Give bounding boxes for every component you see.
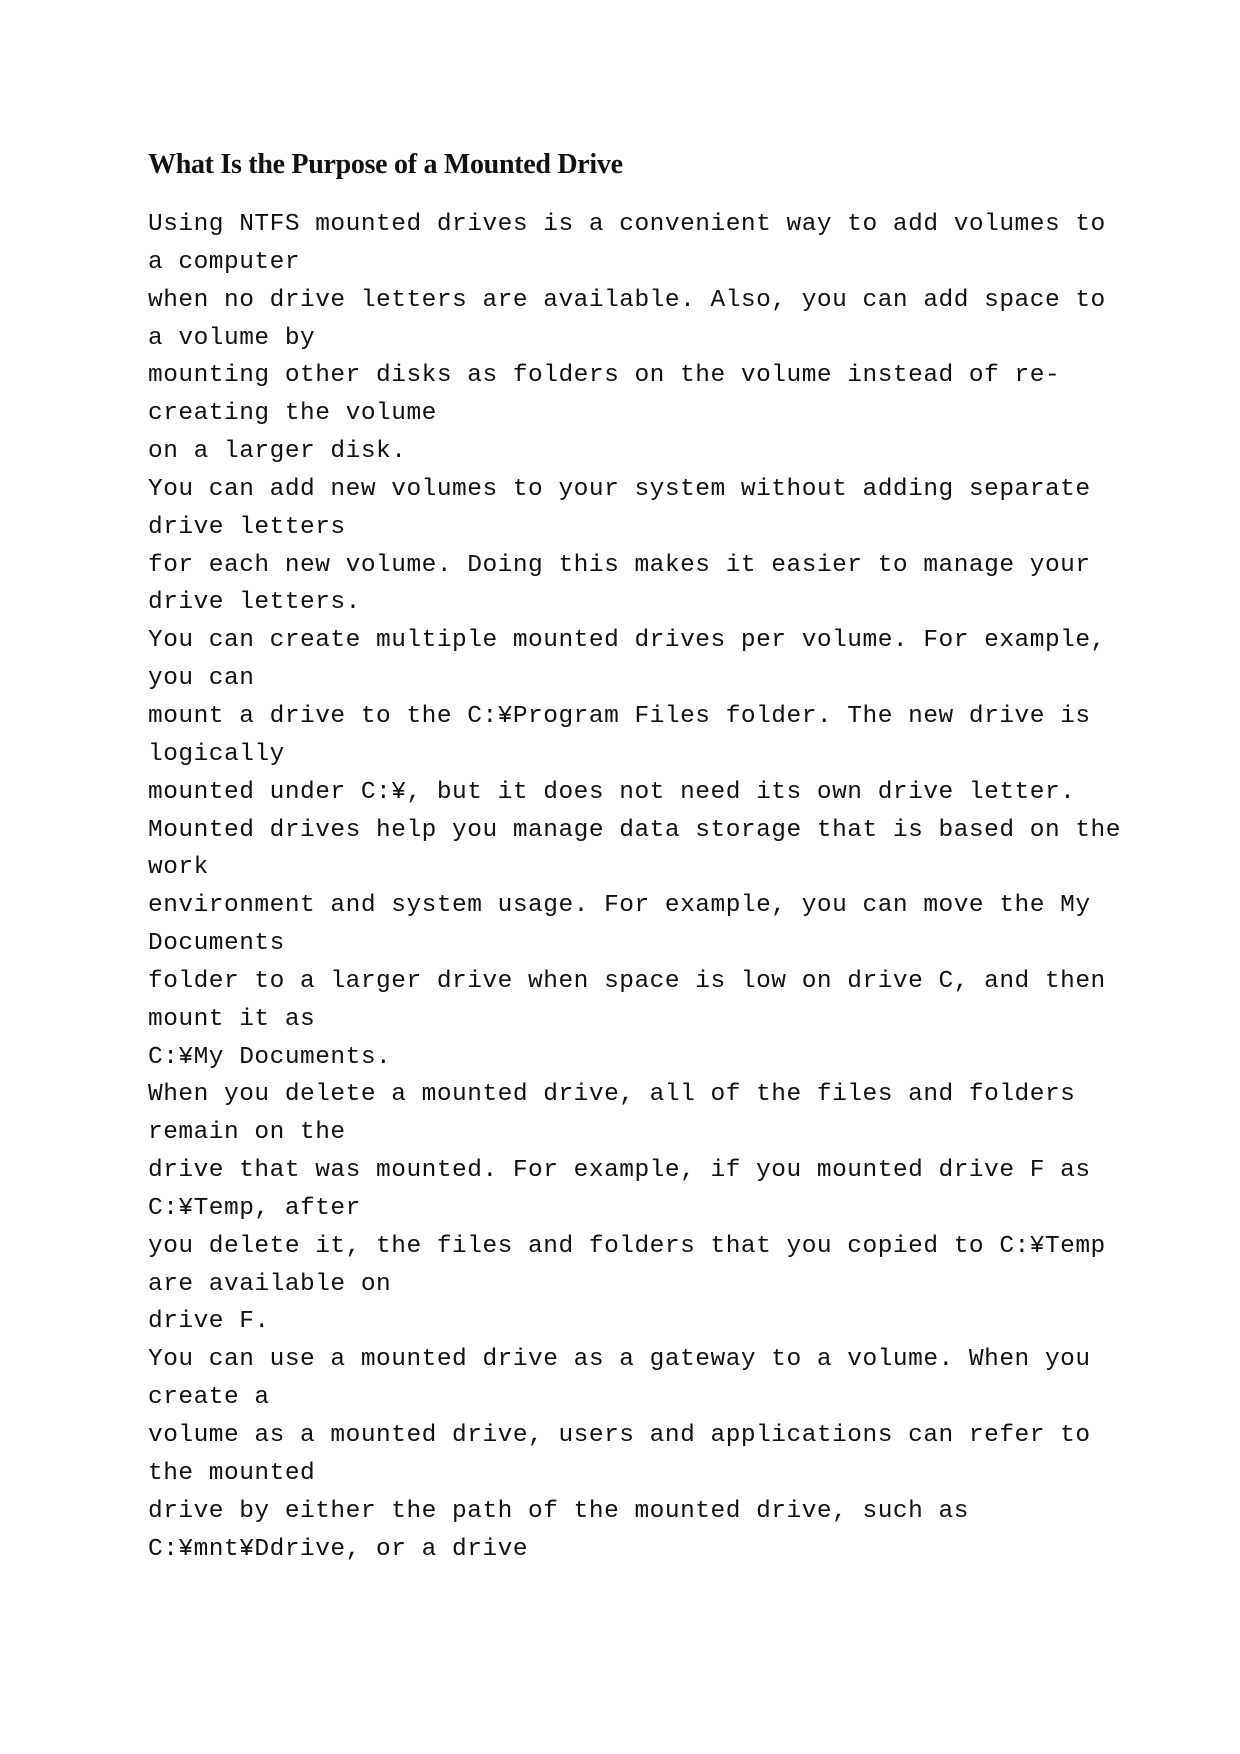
text-line: Mounted drives help you manage data storage that is based on the [148,816,1121,844]
text-line: the mounted [148,1459,316,1487]
text-line: on a larger disk. [148,438,407,466]
document-title: What Is the Purpose of a Mounted Drive [148,149,623,180]
text-line: You can use a mounted drive as a gateway to a volume. When you [148,1346,1091,1374]
text-line: remain on the [148,1119,346,1147]
text-line: You can add new volumes to your system without adding separate [148,475,1091,503]
text-line: Documents [148,930,285,958]
text-line: C:¥My Documents. [148,1043,392,1071]
text-line: C:¥mnt¥Ddrive, or a drive [148,1535,529,1563]
text-line: drive letters. [148,589,361,617]
text-line: creating the volume [148,400,437,428]
text-line: Using NTFS mounted drives is a convenient way to add volumes to [148,211,1106,238]
text-line: environment and system usage. For example, you can move the My [148,892,1091,920]
text-line: drive that was mounted. For example, if you mounted drive F as [148,1157,1091,1185]
text-line: mounted under C:¥, but it does not need its own drive letter. [148,778,1076,806]
text-line: volume as a mounted drive, users and applications can refer to [148,1422,1091,1449]
text-line: drive F. [148,1308,270,1336]
text-line: folder to a larger drive when space is low on drive C, and then [148,967,1106,995]
text-line: work [148,854,209,882]
text-line: drive letters [148,513,346,541]
text-line: you delete it, the files and folders that you copied to C:¥Temp [148,1232,1106,1260]
text-line: a computer [148,248,301,276]
text-line: drive by either the path of the mounted drive, such as [148,1497,969,1525]
text-line: are available on [148,1270,392,1298]
text-line: mount it as [148,1005,316,1033]
text-line: for each new volume. Doing this makes it easier to manage your [148,551,1091,579]
text-line: When you delete a mounted drive, all of the files and folders [148,1081,1076,1109]
document-body [148,206,1148,1568]
text-line: mounting other disks as folders on the volume instead of re- [148,362,1061,390]
text-line: you can [148,665,255,693]
text-line: mount a drive to the C:¥Program Files folder. The new drive is [148,702,1091,730]
text-line: a volume by [148,324,316,352]
text-line: You can create multiple mounted drives per volume. For example, [148,627,1106,655]
text-line: when no drive letters are available. Also, you can add space to [148,286,1106,314]
text-line: logically [148,740,285,768]
text-line: C:¥Temp, after [148,1194,361,1222]
text-line: create a [148,1384,270,1412]
